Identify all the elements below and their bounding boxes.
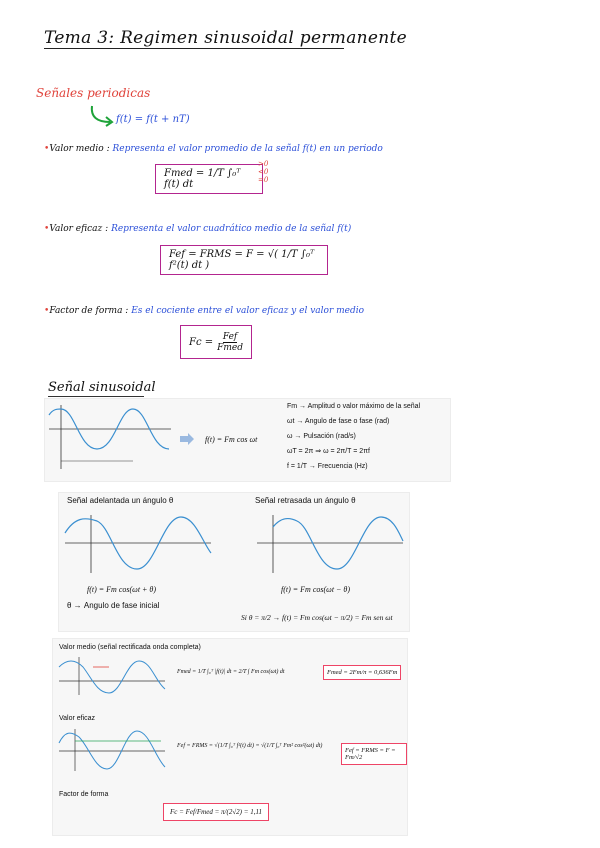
fig3-mean-label: Valor medio (señal rectificada onda completa) [59,644,201,651]
lead-equation: f(t) = Fm cos(ωt + θ) [87,585,157,594]
theta-note: θ → Angulo de fase inicial [67,601,160,610]
figure-phase-shift [58,492,410,632]
basic-sine-plot [45,401,175,477]
rms-label: Valor eficaz : [49,224,109,234]
fig3-rms-equation: Fef = FRMS = √(1/T ∫₀ᵀ f²(t) dt) = √(1/T ∫₀ᵀ Fm² cos²(ωt) dt) [177,743,323,749]
sinusoidal-underline [48,396,144,397]
form-num: Fef [222,331,238,342]
sign-zero: =0 [258,176,269,184]
fig3-form-result: Fc = Fef/Fmed = π/(2√2) = 1,11 [163,803,269,821]
fig3-rms-result: Fef = FRMS = F = Fm/√2 [341,743,407,765]
page-title: Tema 3: Regimen sinusoidal permanente [44,28,407,48]
lead-title: Señal adelantada un ángulo θ [67,496,174,505]
legend-omega-relation: ωT = 2π ⇒ ω = 2π/T = 2πf [287,448,370,455]
legend-pulsation: ω → Pulsación (rad/s) [287,433,356,440]
periodic-definition: f(t) = f(t + nT) [116,114,190,125]
form-fraction [217,332,243,353]
sinusoidal-heading: Señal sinusoidal [48,380,156,395]
lead-plot [63,513,213,575]
arrow-icon [88,104,118,128]
fig3-form-label: Factor de forma [59,791,109,798]
sign-positive: >0 [258,160,269,168]
basic-sine-equation: f(t) = Fm cos ωt [205,435,258,444]
form-bullet: •Factor de forma : Es el cociente entre el valor eficaz y el valor medio [44,306,365,316]
lag-equation: f(t) = Fm cos(ωt − θ) [281,585,351,594]
figure-basic-sine [44,398,451,482]
mean-label: Valor medio : [49,144,110,154]
legend-amplitude: Fm → Amplitud o valor máximo de la señal [287,403,421,410]
right-arrow-icon [179,433,195,445]
mean-formula: Fmed = 1/T ∫₀ᵀ f(t) dt [155,164,263,194]
title-underline [44,48,344,49]
lag-plot [255,513,405,575]
rms-plot [57,727,167,773]
si-note: Si θ = π/2 → f(t) = Fm cos(ωt − π/2) = Fm sen ωt [241,613,393,622]
form-label: Factor de forma : [49,306,129,316]
periodic-heading: Señales periodicas [36,86,151,100]
legend-phase: ωt → Angulo de fase o fase (rad) [287,418,390,425]
form-description: Es el cociente entre el valor eficaz y el valor medio [131,306,365,316]
sign-negative: <0 [258,168,269,176]
fig3-rms-label: Valor eficaz [59,715,96,722]
figure-values [52,638,408,836]
mean-description: Representa el valor promedio de la señal f(t) en un periodo [112,144,383,154]
rectified-plot [57,655,167,697]
lag-title: Señal retrasada un ángulo θ [255,496,356,505]
sine-legend [287,399,420,474]
rms-description: Representa el valor cuadrático medio de la señal f(t) [111,224,352,234]
fig3-mean-result: Fmed = 2Fm/π = 0,636Fm [323,665,401,680]
form-formula [180,325,252,359]
mean-sign-notes [258,160,268,184]
fig3-mean-equation: Fmed = 1/T ∫₀ᵀ |f(t)| dt = 2/T ∫ Fm cos(ωt) dt [177,669,285,675]
mean-bullet: •Valor medio : Representa el valor promedio de la señal f(t) en un periodo [44,144,383,154]
legend-frequency: f = 1/T → Frecuencia (Hz) [287,463,368,470]
rms-formula: Fef = FRMS = F = √( 1/T ∫₀ᵀ f²(t) dt ) [160,245,328,275]
rms-bullet: •Valor eficaz : Representa el valor cuadrático medio de la señal f(t) [44,224,352,234]
form-den: Fmed [217,342,243,353]
form-lhs: Fc = [189,336,214,348]
